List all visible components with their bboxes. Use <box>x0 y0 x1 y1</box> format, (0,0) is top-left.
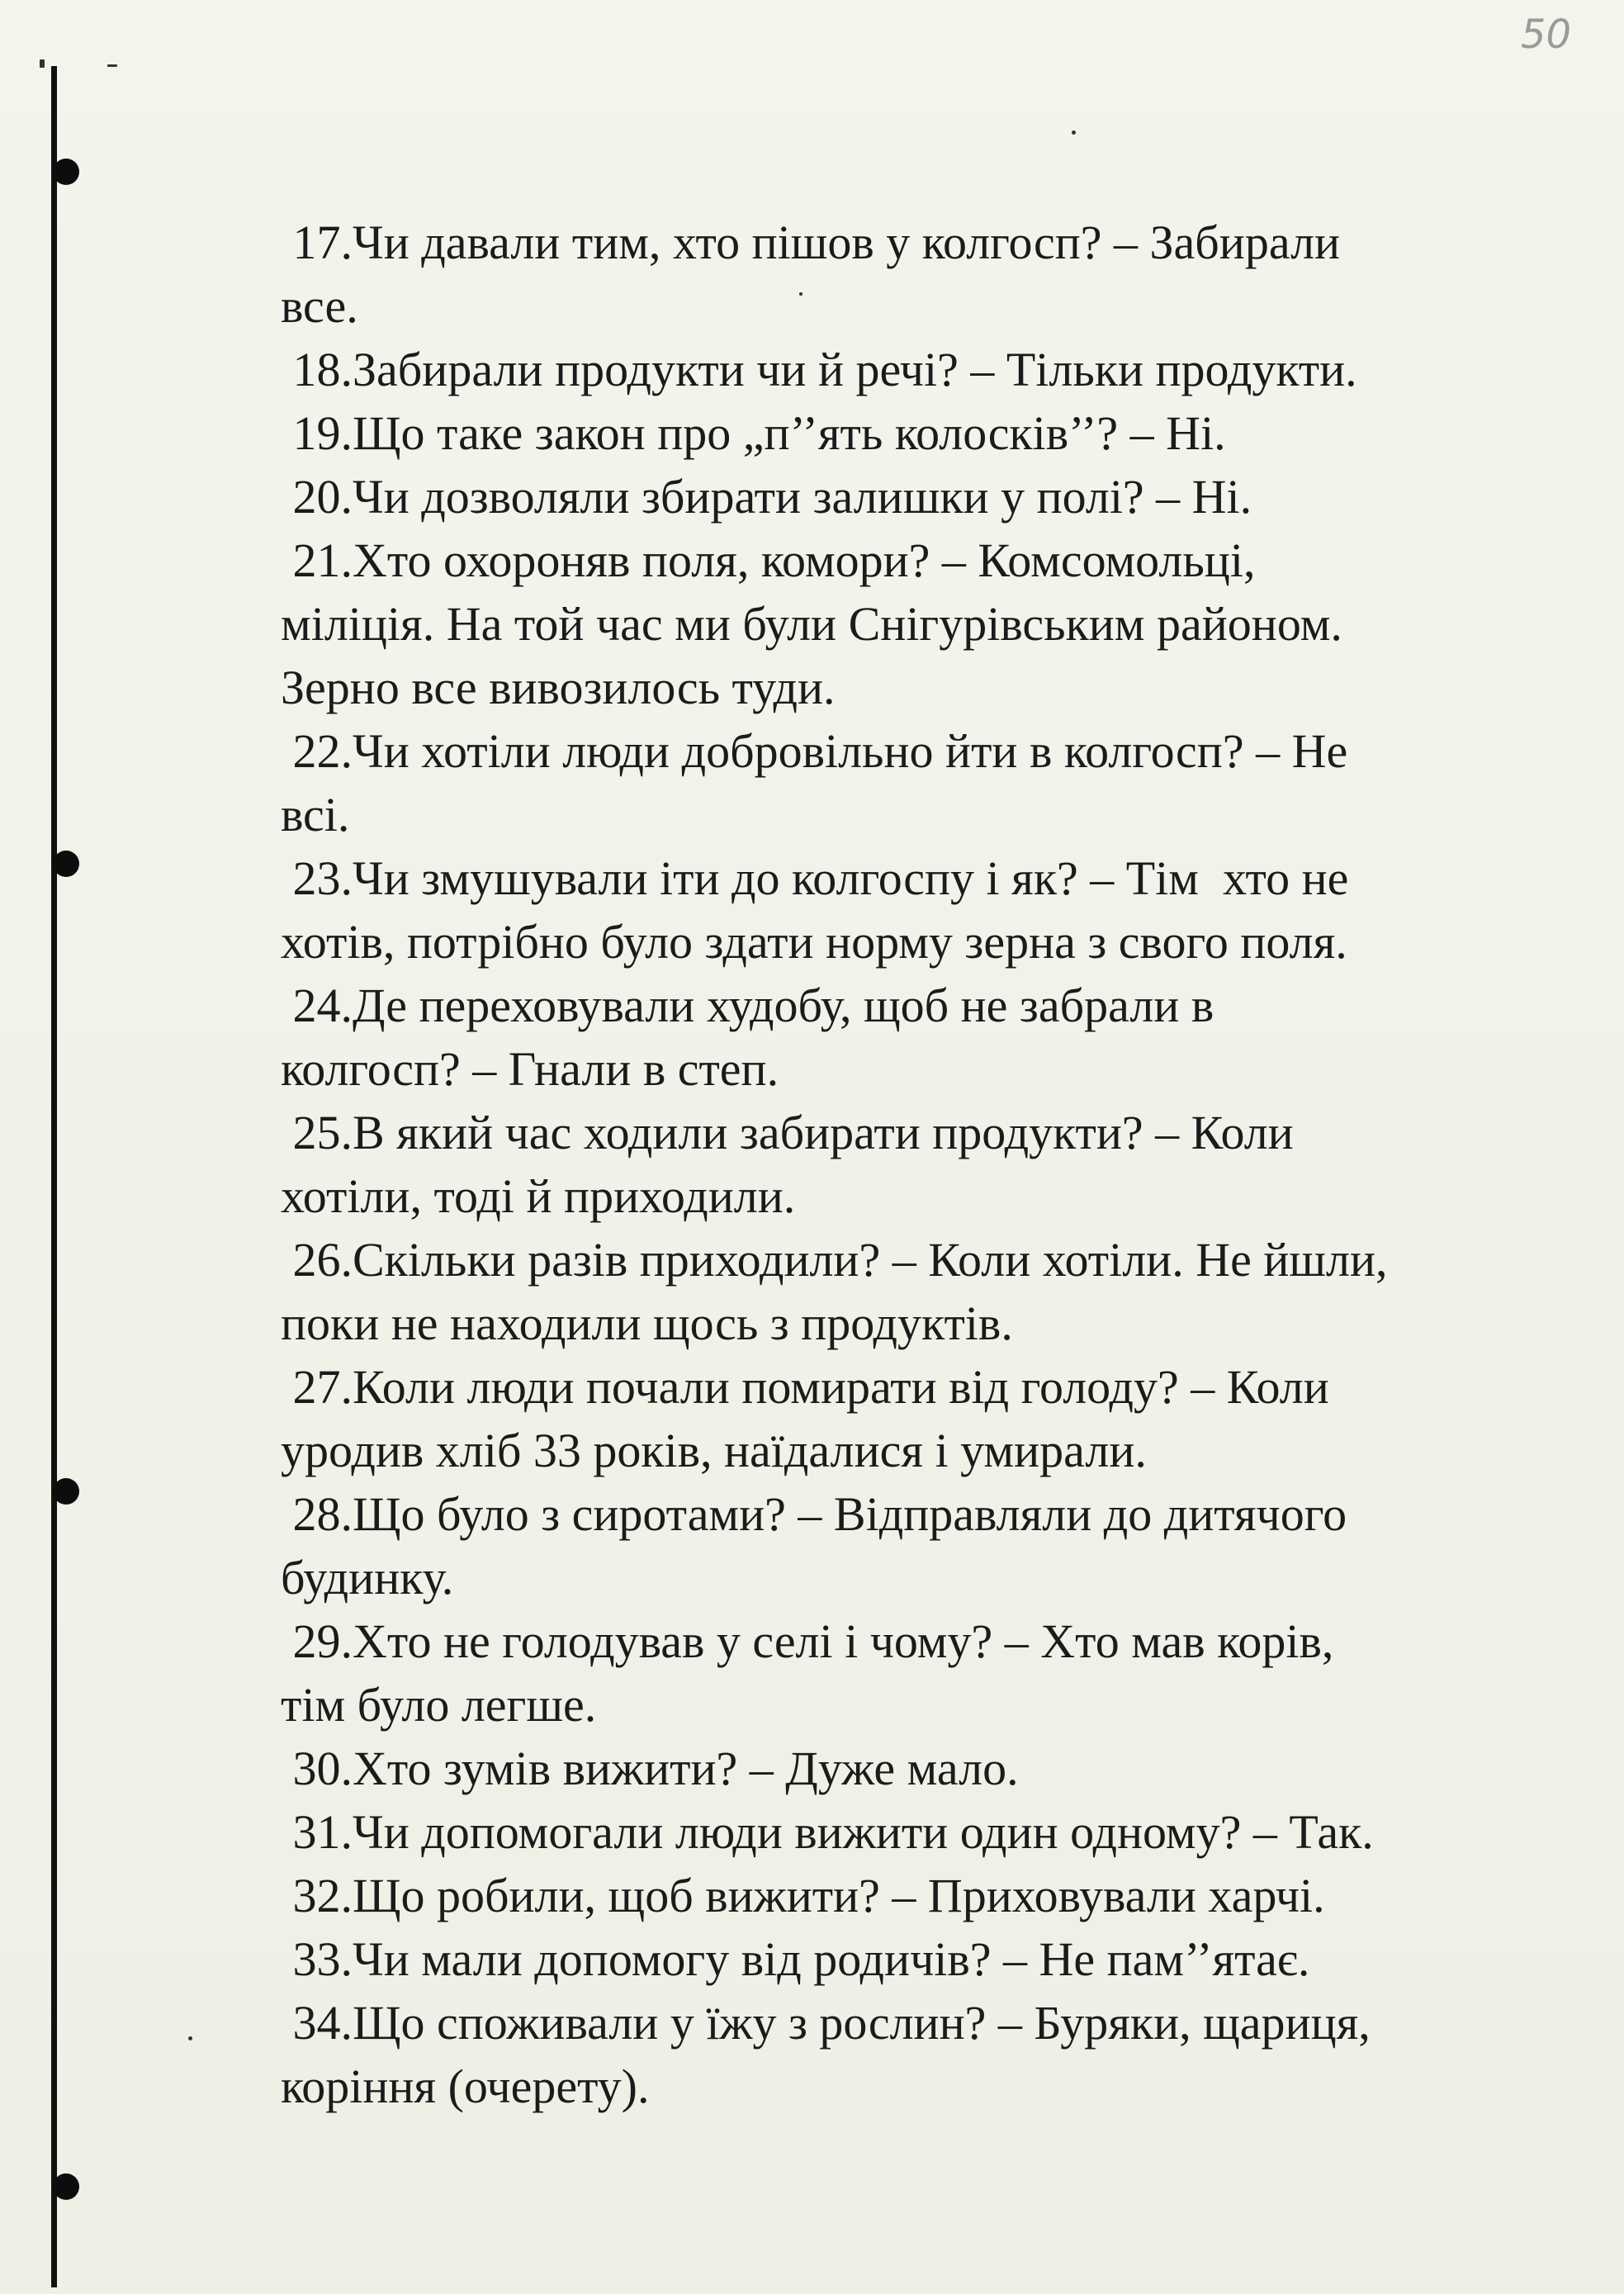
document-text <box>281 211 1569 2118</box>
page-number: 50 <box>1520 12 1571 58</box>
text-line: 26.Скільки разів приходили? – Коли хотіли. Не йшли, <box>281 1233 1388 1287</box>
text-line: 17.Чи давали тим, хто пішов у колгосп? – Забирали <box>281 216 1341 269</box>
scan-speck <box>107 64 117 67</box>
text-line: будинку. <box>281 1551 454 1604</box>
text-line: 22.Чи хотіли люди добровільно йти в колгосп? – Не <box>281 724 1348 778</box>
punch-hole <box>53 159 79 185</box>
punch-hole <box>53 1478 79 1505</box>
text-line: 18.Забирали продукти чи й речі? – Тільки продукти. <box>281 343 1357 396</box>
text-line: все. <box>281 279 358 333</box>
text-line: поки не находили щось з продуктів. <box>281 1296 1013 1350</box>
scan-speck <box>1072 130 1076 135</box>
text-line: 27.Коли люди почали помирати від голоду? – Коли <box>281 1360 1329 1414</box>
text-line: 30.Хто зумів вижити? – Дуже мало. <box>281 1742 1019 1795</box>
punch-hole <box>53 2173 79 2200</box>
text-line: 23.Чи змушували іти до колгоспу і як? – Тім хто не <box>281 851 1349 905</box>
text-line: уродив хліб 33 років, наїдалися і умирали. <box>281 1424 1147 1477</box>
text-line: 32.Що робили, щоб вижити? – Приховували харчі. <box>281 1869 1325 1922</box>
text-line: 21.Хто охороняв поля, комори? – Комсомольці, <box>281 533 1256 587</box>
binding-line <box>51 66 57 2287</box>
text-line: 31.Чи допомогали люди вижити один одному? – Так. <box>281 1805 1374 1859</box>
text-line: Зерно все вивозилось туди. <box>281 661 836 714</box>
text-line: колгосп? – Гнали в степ. <box>281 1042 779 1096</box>
text-line: 19.Що таке закон про „п’’ять колосків’’? – Ні. <box>281 406 1226 460</box>
text-line: 34.Що споживали у їжу з рослин? – Буряки, щариця, <box>281 1996 1371 2050</box>
text-line: 33.Чи мали допомогу від родичів? – Не пам’’ятає. <box>281 1932 1310 1986</box>
scan-speck <box>188 2036 192 2040</box>
text-line: міліція. На той час ми були Снігурівським районом. <box>281 597 1342 651</box>
text-line: 20.Чи дозволяли збирати залишки у полі? – Ні. <box>281 470 1252 524</box>
text-line: хотіли, тоді й приходили. <box>281 1169 796 1223</box>
text-line: 28.Що було з сиротами? – Відправляли до дитячого <box>281 1487 1347 1541</box>
scan-speck <box>40 59 45 68</box>
text-line: тім було легше. <box>281 1678 597 1732</box>
text-line: коріння (очерету). <box>281 2059 650 2113</box>
text-line: 29.Хто не голодував у селі і чому? – Хто мав корів, <box>281 1614 1334 1668</box>
text-line: хотів, потрібно було здати норму зерна з свого поля. <box>281 915 1347 969</box>
text-line: всі. <box>281 788 350 841</box>
text-line: 25.В який час ходили забирати продукти? – Коли <box>281 1106 1294 1159</box>
punch-hole <box>53 851 79 877</box>
text-line: 24.Де переховували худобу, щоб не забрали в <box>281 979 1214 1032</box>
